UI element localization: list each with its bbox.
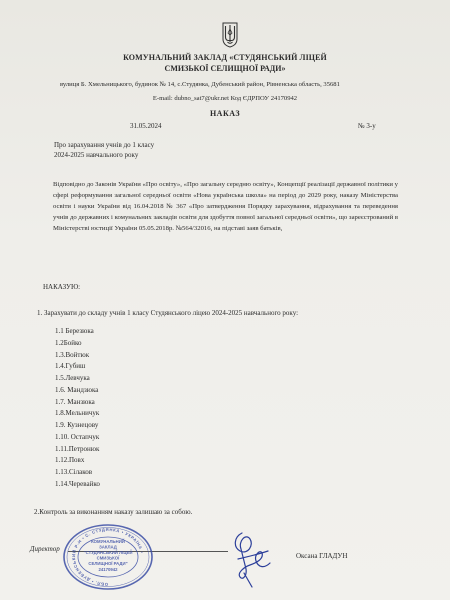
official-seal-stamp — [60, 521, 156, 591]
list-item: 1.3.Войтюк — [55, 350, 90, 359]
list-item: 1.14.Черевайко — [55, 479, 100, 488]
list-item: 1.8.Мельничук — [55, 409, 100, 418]
director-label: Директор — [30, 545, 60, 553]
seal-ring-text: ОБЛ. • ДУБЕНСЬКИЙ Р-Н • С. СТУДЯНКА • УКРАЇНА • — [70, 526, 145, 588]
order-directive-heading: НАКАЗУЮ: — [43, 283, 81, 291]
order-point-2: 2.Контроль за виконанням наказу залишаю за собою. — [34, 508, 193, 516]
student-list — [55, 326, 100, 491]
trident-emblem-icon — [222, 22, 238, 48]
director-name: Оксана ГЛАДУН — [296, 552, 348, 560]
list-item: 1.7. Манзюка — [55, 397, 95, 406]
list-item: 1.6. Мандзюка — [55, 385, 99, 394]
list-item: 1.11.Петронюк — [55, 444, 100, 453]
list-item: 1.9. Кузнецову — [55, 421, 99, 429]
seal-text-line: "СТУДЯНСЬКИЙ ЛІЦЕЙ — [83, 550, 133, 555]
order-preamble: Відповідно до Законів України «Про освіту», «Про загальну середню освіту», Концепції реалізації державної політики у сфері реформування загальної середньої освіти «Нова українська школа» на період до 2029 року, наказу Міністерства освіти і науки України від 16.04.2018 № 367 «Про затвердження Порядку зарахування, відрахування та переведення учнів до державних і комунальних закладів освіти для здобуття повної загальної середньої освіти», що зареєстрований в Міністерстві юстиції України 05.05.2018р. №564/32016, на підставі заяв батьків, — [53, 181, 398, 232]
order-number: № 3-у — [358, 122, 376, 130]
list-item: 1.12.Повх — [55, 456, 85, 465]
list-item: 1.1 Березюка — [55, 327, 94, 335]
organization-name-line2: СМИЗЬКОЇ СЕЛИЩНОЇ РАДИ» — [164, 64, 286, 73]
order-date: 31.05.2024 — [130, 122, 162, 130]
seal-text-line: КОМУНАЛЬНИЙ — [91, 539, 125, 544]
list-item: 1.13.Сілаков — [55, 468, 93, 476]
list-item: 1.2Бойко — [55, 338, 82, 347]
seal-text-line: СЕЛИЩНОЇ РАДИ" — [88, 561, 128, 566]
list-item: 1.5.Левчука — [55, 374, 90, 382]
organization-name-line1: КОМУНАЛЬНИЙ ЗАКЛАД «СТУДЯНСЬКИЙ ЛІЦЕЙ — [123, 53, 327, 62]
seal-text-line: 24170942 — [98, 567, 118, 572]
organization-address: вулиця Б. Хмельницького, будинок № 14, с.Студянка, Дубенський район, Рівненська область, 35681 — [60, 81, 340, 88]
order-subject-line2: 2024-2025 навчального року — [54, 151, 139, 159]
order-point-1: 1. Зарахувати до складу учнів 1 класу Студянського ліцею 2024-2025 навчального року: — [37, 309, 299, 317]
list-item: 1.4.Губиш — [55, 362, 86, 371]
document-title: НАКАЗ — [209, 109, 241, 118]
seal-text-line: ЗАКЛАД — [99, 544, 117, 550]
list-item: 1.10. Остапчук — [55, 432, 100, 441]
order-subject-line1: Про зарахування учнів до 1 класу — [54, 141, 155, 149]
seal-text-line: СМИЗЬКОЇ — [96, 555, 120, 561]
director-signature — [224, 529, 274, 589]
organization-email-code: E-mail: dubno_sat7@ukr.net Код ЄДРПОУ 24170942 — [152, 95, 298, 102]
